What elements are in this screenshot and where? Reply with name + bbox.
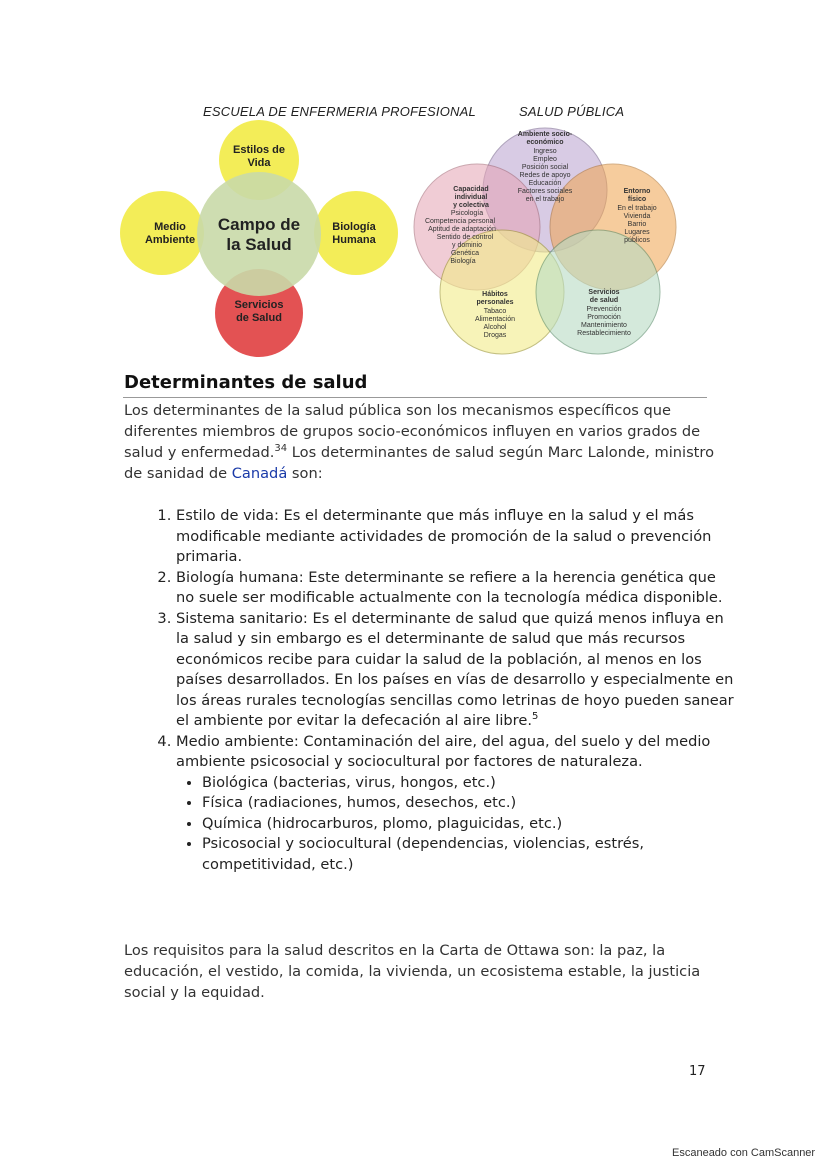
venn-right-item: públicos bbox=[624, 237, 650, 244]
header-school-title: ESCUELA DE ENFERMERIA PROFESIONAL bbox=[203, 104, 476, 119]
list-item-text: Sistema sanitario: Es el determinante de salud que quizá menos influya en la salud y sin embargo es el determinante de salud que más recursos económicos recibe para cuidar la salud de la población, al menos en los países desarrollados. En los países en vías de desarrollo y especialmente en los áreas rurales tecnologías sencillas como letrinas de hoyo pueden sanear el ambiente por evitar la defecación al aire libre. bbox=[176, 609, 734, 729]
venn-bottom-right-item: Restablecimiento bbox=[577, 330, 631, 337]
intro-text-3: son: bbox=[287, 465, 323, 482]
venn-bottom-left-item: Tabaco bbox=[483, 308, 507, 315]
venn-left-item: Biología bbox=[450, 258, 476, 265]
list-item bbox=[176, 732, 736, 876]
campo-left-label-1: Medio bbox=[154, 221, 186, 233]
venn-top-title-2: económico bbox=[526, 139, 564, 146]
venn-top-item: Ingreso bbox=[533, 148, 557, 155]
sub-list-item: • Biológica (bacterias, virus, hongos, etc.) bbox=[202, 773, 736, 794]
venn-bottom-left-item: Alcohol bbox=[483, 324, 507, 331]
page-number: 17 bbox=[689, 1064, 706, 1079]
venn-left-title-3: y colectiva bbox=[453, 202, 489, 209]
scanner-watermark: Escaneado con CamScanner bbox=[672, 1147, 816, 1159]
list-item-text: Medio ambiente: Contaminación del aire, del agua, del suelo y del medio ambiente psicosocial y sociocultural por factores de naturaleza. bbox=[176, 732, 711, 770]
campo-right-label-1: Biología bbox=[332, 221, 376, 233]
venn-left-item: y dominio bbox=[452, 242, 482, 249]
campo-bottom-label-1: Servicios bbox=[234, 299, 284, 311]
sub-list-item: • Química (hidrocarburos, plomo, plaguicidas, etc.) bbox=[202, 814, 736, 835]
environment-factors-list bbox=[176, 773, 736, 876]
ottawa-charter-text: Carta de Ottawa bbox=[439, 942, 560, 959]
campo-center-label-2: la Salud bbox=[226, 235, 292, 254]
campo-de-salud-diagram bbox=[118, 118, 400, 363]
campo-center-circle bbox=[197, 172, 321, 296]
venn-left-item: Psicología bbox=[450, 210, 484, 217]
campo-center-label-1: Campo de bbox=[217, 215, 301, 234]
intro-text-2: Los determinantes de salud según Marc Lalonde, ministro de sanidad de bbox=[124, 444, 715, 482]
canada-link[interactable]: Canadá bbox=[231, 465, 288, 482]
venn-right-item: En el trabajo bbox=[617, 205, 657, 212]
sub-list-item: • Psicosocial y sociocultural (dependencias, violencias, estrés, competitividad, etc.) bbox=[202, 834, 736, 875]
venn-bottom-right-item: Mantenimiento bbox=[581, 322, 627, 329]
intro-paragraph bbox=[124, 400, 714, 484]
determinants-venn-diagram bbox=[405, 115, 685, 360]
campo-right-label-2: Humana bbox=[332, 234, 376, 246]
title-divider bbox=[123, 397, 707, 398]
venn-bottom-right-title-2: de salud bbox=[589, 297, 619, 304]
venn-bottom-left-item: Drogas bbox=[483, 332, 507, 339]
intro-text-1: Los determinantes de la salud pública son los mecanismos específicos que diferentes miembros de grupos socio-económicos influyen en varios grados de salud y enfermedad. bbox=[124, 402, 701, 461]
venn-top-item: Factores sociales bbox=[517, 188, 573, 195]
venn-top-item: Empleo bbox=[533, 156, 557, 163]
closing-text-1: Los requisitos para la salud descritos en la bbox=[124, 942, 440, 959]
venn-left-item: Sentido de control bbox=[436, 234, 494, 241]
venn-left-item: Competencia personal bbox=[424, 218, 496, 225]
list-item bbox=[176, 609, 736, 732]
venn-bottom-right-title-1: Servicios bbox=[588, 289, 620, 296]
campo-top-label-2: Vida bbox=[247, 157, 271, 169]
venn-right-title-2: físico bbox=[627, 196, 647, 203]
list-item-text: Estilo de vida: Es el determinante que más influye en la salud y el más modificable mediante actividades de promoción de la salud o prevención primaria. bbox=[176, 507, 712, 565]
section-title: Determinantes de salud bbox=[124, 372, 368, 393]
venn-bottom-left-item: Alimentación bbox=[474, 316, 516, 323]
campo-right-circle bbox=[314, 191, 398, 275]
determinants-list bbox=[150, 506, 736, 875]
venn-top-title-1: Ambiente socio- bbox=[517, 131, 573, 138]
campo-top-label-1: Estilos de bbox=[233, 144, 285, 156]
venn-left-item: Genética bbox=[450, 250, 480, 257]
venn-top-item: Educación bbox=[528, 180, 562, 187]
header-subject-title: SALUD PÚBLICA bbox=[519, 104, 625, 119]
venn-right-item: Lugares bbox=[624, 229, 650, 236]
venn-right-item: Vivienda bbox=[623, 213, 651, 220]
venn-left-item: Aptitud de adaptación bbox=[428, 226, 496, 233]
venn-bottom-right-item: Prevención bbox=[586, 306, 622, 313]
closing-paragraph bbox=[124, 940, 714, 1003]
campo-left-circle bbox=[120, 191, 204, 275]
venn-top-item: Posición social bbox=[521, 164, 569, 171]
closing-text-2: son: la paz, la educación, el vestido, la comida, la vivienda, un ecosistema estable, la justicia social y la equidad. bbox=[124, 942, 701, 1001]
campo-left-label-2: Ambiente bbox=[144, 234, 196, 246]
list-item bbox=[176, 568, 736, 609]
intro-footnote-ref[interactable]: 34 bbox=[274, 443, 288, 455]
venn-bottom-right-item: Promoción bbox=[587, 314, 621, 321]
venn-right-item: Barrio bbox=[627, 221, 647, 228]
sub-list-item: • Física (radiaciones, humos, desechos, etc.) bbox=[202, 793, 736, 814]
venn-left-title-1: Capacidad bbox=[453, 186, 489, 193]
venn-right-title-1: Entorno bbox=[623, 188, 651, 195]
venn-top-item: Redes de apoyo bbox=[519, 172, 571, 179]
venn-top-item: en el trabajo bbox=[525, 196, 565, 203]
list-item bbox=[176, 506, 736, 568]
venn-bottom-left-title-1: Hábitos bbox=[482, 291, 508, 298]
campo-bottom-label-2: de Salud bbox=[236, 312, 282, 324]
list-item-text: Biología humana: Este determinante se refiere a la herencia genética que no suele ser modificable actualmente con la tecnología médica disponible. bbox=[176, 568, 723, 606]
venn-left-title-2: individual bbox=[454, 194, 488, 201]
venn-bottom-left-title-2: personales bbox=[476, 299, 514, 306]
footnote-ref[interactable]: 5 bbox=[531, 711, 539, 723]
